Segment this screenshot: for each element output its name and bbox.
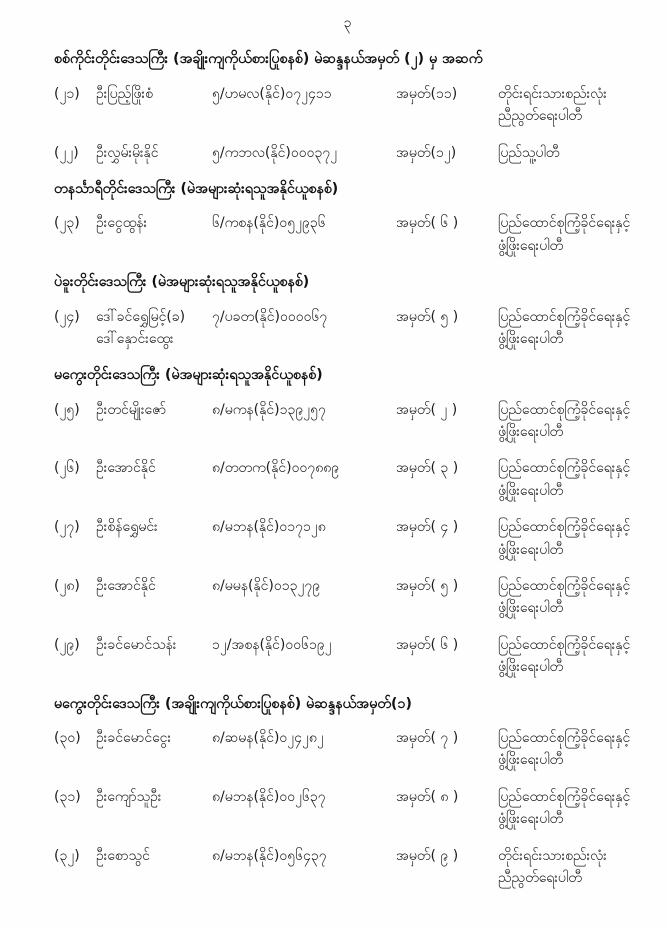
candidate-row (54, 142, 641, 164)
candidate-ballot-number: အမှတ်( ၅ ) (396, 308, 459, 325)
candidate-party: ပြည်ထောင်စုကြံ့ခိုင်ရေးနှင့် ဖွံ့ဖြိုးရေးပါတီ (498, 519, 631, 558)
candidate-party: ပြည်ထောင်စုကြံ့ခိုင်ရေးနှင့် ဖွံ့ဖြိုးရေးပါတီ (498, 460, 631, 499)
candidate-ballot-number: အမှတ်( ၆ ) (396, 215, 459, 232)
candidate-ballot-number: အမှတ်( ၂ ) (396, 401, 458, 418)
candidate-ballot-number: အမှတ်( ၈ ) (396, 788, 459, 805)
candidate-serial: (၂၈) (54, 578, 80, 595)
candidate-row (54, 845, 641, 890)
candidate-ballot-number: အမှတ်( ၆ ) (396, 636, 459, 653)
section-magway-fptp (54, 364, 641, 678)
candidate-nrc: ၆/ကစန(နိုင်)၀၅၂၉၃၆ (212, 215, 326, 232)
candidate-serial: (၃၂) (54, 847, 80, 864)
section-heading: ပဲခူးတိုင်းဒေသကြီး (မဲအများဆုံးရသူအနိုင်ယူစနစ်) (54, 274, 310, 291)
candidate-name: ဦးတင်မျိုးဇော် (96, 401, 167, 418)
candidate-party: ပြည်ထောင်စုကြံ့ခိုင်ရေးနှင့် ဖွံ့ဖြိုးရေးပါတီ (498, 578, 631, 617)
section-sagaing-pr (54, 48, 641, 164)
candidate-nrc: ၈/တတက(နိုင်)၀၀၇၈၈၉ (212, 460, 340, 477)
candidate-nrc: ၈/ဆမန(နိုင်)၀၂၄၂၈၂ (212, 729, 324, 746)
candidate-serial: (၂၁) (54, 85, 80, 102)
candidate-name: ဦးအောင်နိုင် (96, 460, 156, 477)
section-heading: မကွေးတိုင်းဒေသကြီး (မဲအများဆုံးရသူအနိုင်ယူစနစ်) (54, 367, 323, 384)
candidate-name: ဦးပြည့်ဖြိုးစံ (96, 85, 153, 102)
candidate-nrc: ၈/မဘန(နိုင်)၀၀၂၆၃၇ (212, 788, 326, 805)
candidate-row (54, 634, 641, 679)
candidate-row (54, 516, 641, 561)
section-magway-pr (54, 693, 641, 890)
candidate-name: ဦးစောသွင် (96, 847, 150, 864)
candidate-party: ပြည်ထောင်စုကြံ့ခိုင်ရေးနှင့် ဖွံ့ဖြိုးရေးပါတီ (498, 308, 631, 347)
section-heading: စစ်ကိုင်းတိုင်းဒေသကြီး (အချိုးကျကိုယ်စားပြုစနစ်) မဲဆန္ဒနယ်အမှတ် (၂) မှ အဆက် (54, 51, 483, 68)
candidate-row (54, 399, 641, 444)
candidate-nrc: ၈/မဘန(နိုင်)၀၁၇၁၂၈ (212, 519, 326, 536)
candidate-ballot-number: အမှတ်( ၄ ) (396, 519, 459, 536)
candidate-party: တိုင်းရင်းသားစည်းလုံး ညီညွတ်ရေးပါတီ (498, 85, 607, 125)
candidate-party: ပြည်ထောင်စုကြံ့ခိုင်ရေးနှင့် ဖွံ့ဖြိုးရေးပါတီ (498, 401, 631, 441)
candidate-ballot-number: အမှတ်(၁၁) (396, 85, 458, 102)
candidate-row (54, 83, 641, 128)
candidate-nrc: ၇/ပခတ(နိုင်)၀၀၀၀၆၇ (212, 308, 328, 325)
candidate-serial: (၂၂) (54, 144, 79, 161)
candidate-name: ဒေါ်ခင်ရွှေမြင့်(ခ) ဒေါ်နှောင်းထွေး (96, 308, 186, 347)
candidate-row (54, 212, 641, 257)
candidate-nrc: ၈/မကန(နိုင်)၁၃၉၂၅၇ (212, 401, 326, 418)
candidate-serial: (၂၉) (54, 636, 80, 653)
candidate-name: ဦးခင်မောင်ငွေး (96, 729, 172, 746)
candidate-nrc: ၅/ကဘလ(နိုင်)၀၀၀၃၇၂ (212, 144, 338, 161)
candidate-party: ပြည်ထောင်စုကြံ့ခိုင်ရေးနှင့် ဖွံ့ဖြိုးရေးပါတီ (498, 788, 631, 828)
candidate-ballot-number: အမှတ်(၁၂) (396, 144, 457, 161)
section-bago-fptp (54, 271, 641, 350)
section-heading: တနင်္သာရီတိုင်းဒေသကြီး (မဲအများဆုံးရသူအနိုင်ယူစနစ်) (54, 180, 339, 197)
candidate-serial: (၂၃) (54, 215, 80, 232)
candidate-nrc: ၅/ဟမလ(နိုင်)၀၇၂၄၁၁ (212, 85, 332, 102)
candidate-party: ပြည်ထောင်စုကြံ့ခိုင်ရေးနှင့် ဖွံ့ဖြိုးရေးပါတီ (498, 636, 631, 676)
candidate-serial: (၃၁) (54, 788, 81, 805)
candidate-ballot-number: အမှတ်( ၉ ) (396, 847, 459, 864)
candidate-serial: (၂၇) (54, 519, 80, 536)
candidate-nrc: ၈/မဘန(နိုင်)၀၅၆၄၃၇ (212, 847, 327, 864)
candidate-row (54, 786, 641, 831)
candidate-row (54, 457, 641, 502)
candidate-name: ဦးအောင်နိုင် (96, 578, 156, 595)
candidate-name: ဦးခင်မောင်သန်း (96, 636, 177, 653)
candidate-ballot-number: အမှတ်( ၇ ) (396, 729, 459, 746)
candidate-serial: (၃၀) (54, 729, 81, 746)
candidate-name: ဦးစိန်ရွှေမင်း (96, 519, 158, 536)
candidate-row (54, 575, 641, 620)
candidate-serial: (၂၆) (54, 460, 80, 477)
candidate-ballot-number: အမှတ်( ၃ ) (396, 460, 459, 477)
candidate-serial: (၂၄) (54, 308, 80, 325)
candidate-party: ပြည်ထောင်စုကြံ့ခိုင်ရေးနှင့် ဖွံ့ဖြိုးရေးပါတီ (498, 729, 631, 769)
candidate-serial: (၂၅) (54, 401, 80, 418)
candidate-row (54, 306, 641, 351)
candidate-name: ဦးငွေထွန်း (96, 215, 148, 232)
candidate-party: ပြည်သူ့ပါတီ (498, 144, 560, 161)
section-tanintharyi-fptp (54, 178, 641, 257)
candidate-name: ဦးကျော်သူဦး (96, 788, 162, 805)
candidate-party: တိုင်းရင်းသားစည်းလုံး ညီညွတ်ရေးပါတီ (498, 847, 607, 886)
candidate-nrc: ၈/မမန(နိုင်)၀၁၃၂၇၉ (212, 578, 321, 595)
candidate-nrc: ၁၂/အစန(နိုင်)၀၀၆၁၉၂ (212, 636, 332, 653)
candidate-party: ပြည်ထောင်စုကြံ့ခိုင်ရေးနှင့် ဖွံ့ဖြိုးရေးပါတီ (498, 215, 631, 254)
page-number: ၃ (343, 15, 352, 31)
candidate-row (54, 727, 641, 772)
section-heading: မကွေးတိုင်းဒေသကြီး (အချိုးကျကိုယ်စားပြုစနစ်) မဲဆန္ဒနယ်အမှတ်(၁) (54, 695, 413, 712)
candidate-name: ဦးလွှမ်းမိုးနိုင် (96, 144, 159, 161)
candidate-ballot-number: အမှတ်( ၅ ) (396, 578, 459, 595)
